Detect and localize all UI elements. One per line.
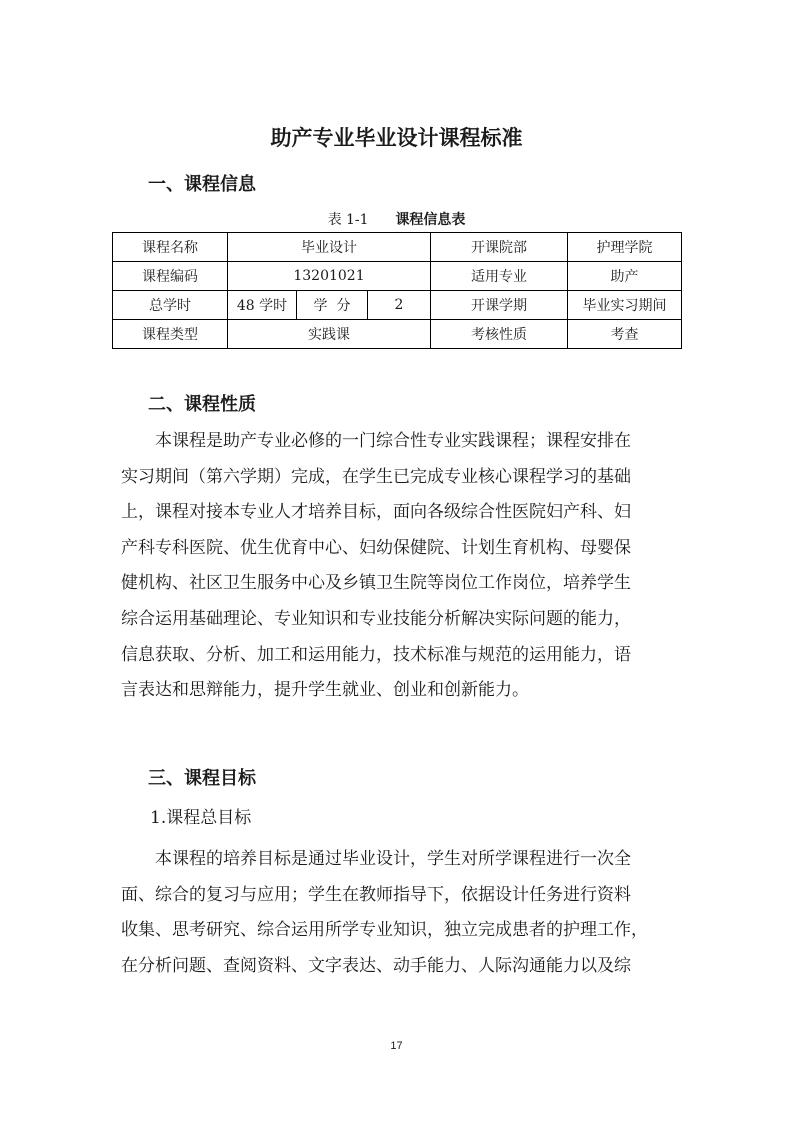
paragraph-line: 产科专科医院、优生优育中心、妇幼保健院、计划生育机构、母婴保	[121, 537, 631, 558]
table-row	[113, 262, 682, 291]
course-nature-paragraph	[121, 424, 673, 709]
paragraph-line: 综合运用基础理论、专业知识和专业技能分析解决实际问题的能力，	[121, 608, 631, 629]
table-cell-label: 学 分	[297, 291, 368, 320]
paragraph-line: 上，课程对接本专业人才培养目标，面向各级综合性医院妇产科、妇	[121, 502, 631, 523]
table-cell-value: 考查	[568, 320, 682, 349]
section-heading-course-nature: 二、课程性质	[148, 394, 256, 415]
page-title: 助产专业毕业设计课程标准	[270, 126, 523, 150]
table-cell-label: 考核性质	[431, 320, 568, 349]
paragraph-line: 实习期间（第六学期）完成，在学生已完成专业核心课程学习的基础	[121, 466, 631, 487]
table-caption-title: 课程信息表	[395, 212, 466, 228]
section-heading-course-info: 一、课程信息	[148, 174, 256, 195]
table-caption-label: 表 1-1	[327, 212, 369, 228]
table-row	[113, 320, 682, 349]
paragraph-line: 面、综合的复习与应用；学生在教师指导下，依据设计任务进行资料	[121, 884, 631, 905]
table-row	[113, 233, 682, 262]
paragraph-line: 本课程的培养目标是通过毕业设计，学生对所学课程进行一次全	[155, 849, 631, 869]
table-cell-value: 48 学时	[228, 291, 297, 320]
table-row	[113, 291, 682, 320]
table-caption	[0, 209, 793, 229]
table-cell-value: 毕业实习期间	[568, 291, 682, 320]
table-cell-label: 总学时	[113, 291, 228, 320]
course-goal-paragraph	[121, 842, 673, 984]
paragraph-line: 收集、思考研究、综合运用所学专业知识，独立完成患者的护理工作，	[121, 920, 648, 941]
table-cell-value: 毕业设计	[228, 233, 431, 262]
paragraph-line: 健机构、社区卫生服务中心及乡镇卫生院等岗位工作岗位，培养学生	[121, 573, 631, 594]
table-cell-value: 2	[368, 291, 431, 320]
paragraph-line: 本课程是助产专业必修的一门综合性专业实践课程；课程安排在	[155, 431, 631, 451]
table-cell-value: 13201021	[228, 262, 431, 291]
table-cell-value: 护理学院	[568, 233, 682, 262]
table-cell-label: 适用专业	[431, 262, 568, 291]
page-number: 17	[390, 1040, 403, 1052]
paragraph-line: 信息获取、分析、加工和运用能力，技术标准与规范的运用能力，语	[121, 644, 631, 665]
table-cell-label: 课程编码	[113, 262, 228, 291]
course-info-table	[112, 232, 682, 349]
table-cell-label: 课程名称	[113, 233, 228, 262]
table-cell-label: 课程类型	[113, 320, 228, 349]
section-heading-course-goals: 三、课程目标	[148, 768, 256, 789]
table-cell-label: 开课院部	[431, 233, 568, 262]
table-cell-value: 实践课	[228, 320, 431, 349]
goal-subtitle: 1.课程总目标	[150, 808, 252, 828]
table-cell-value: 助产	[568, 262, 682, 291]
paragraph-line: 言表达和思辩能力，提升学生就业、创业和创新能力。	[121, 680, 529, 701]
paragraph-line: 在分析问题、查阅资料、文字表达、动手能力、人际沟通能力以及综	[121, 955, 631, 976]
table-cell-label: 开课学期	[431, 291, 568, 320]
